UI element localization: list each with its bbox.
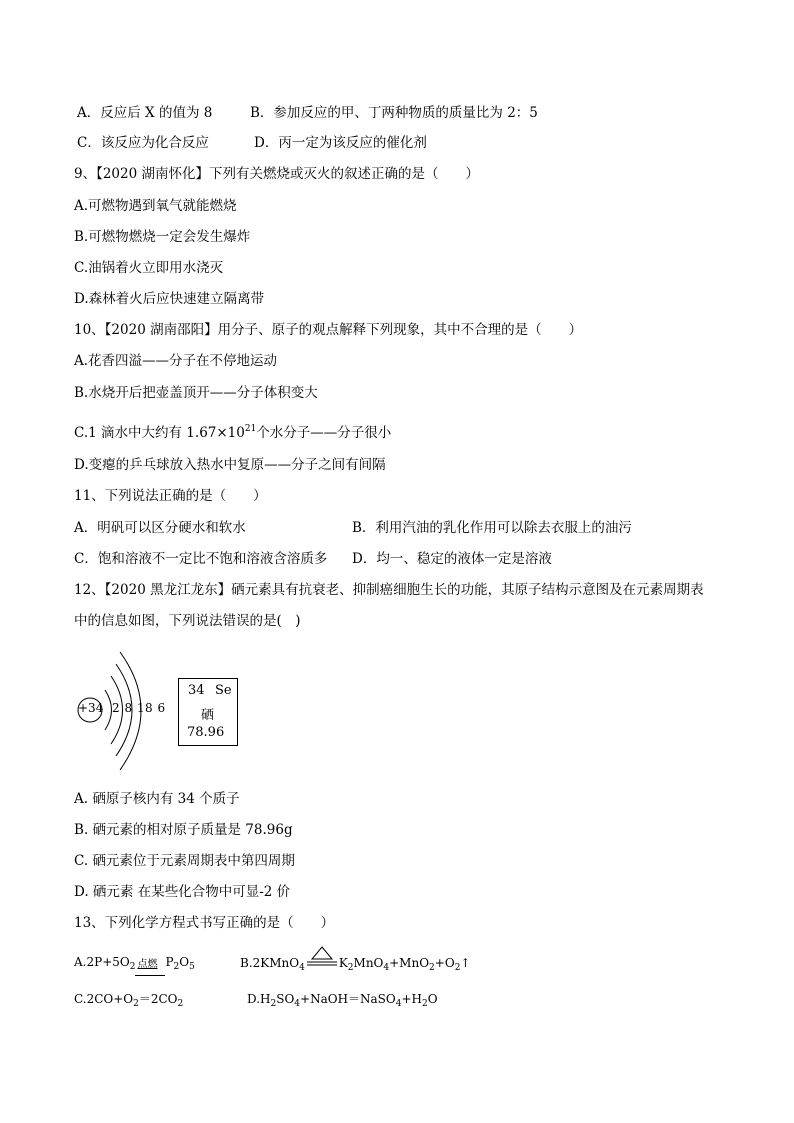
eq-d-h: D.H <box>247 992 271 1006</box>
q11-stem: 11、下列说法正确的是（ ） <box>74 488 267 504</box>
eq-d-plus-h: +H <box>401 992 423 1006</box>
eq-c-sub-o2: 2 <box>133 999 139 1009</box>
eq-a-reactants: A.2P+5O <box>74 955 130 969</box>
eq-a-line <box>135 975 165 976</box>
q10-option-c-post: 个水分子——分子很小 <box>256 425 392 441</box>
electron-shells-label: 2 8 18 6 <box>112 701 166 715</box>
eq-b-sub-mno4: 4 <box>383 963 390 973</box>
q12-option-a: A. 硒原子核内有 34 个质子 <box>74 791 240 807</box>
eq-a-sub-5: 5 <box>189 962 195 972</box>
q13-equation-d <box>247 990 438 1013</box>
eq-a-product: P <box>165 955 174 969</box>
element-name: 硒 <box>201 708 215 723</box>
q12-stem-line1: 12、【2020 黑龙江龙东】硒元素具有抗衰老、抑制癌细胞生长的功能，其原子结构示意图及在元素周期表 <box>74 582 704 598</box>
eq-b-sub-o2: 2 <box>454 963 461 973</box>
eq-b-o2: +O <box>434 956 455 970</box>
gas-arrow-icon: ↑ <box>460 956 471 970</box>
element-symbol: Se <box>215 683 232 698</box>
eq-b-sub-4: 4 <box>299 963 305 973</box>
q10-option-a: A.花香四溢——分子在不停地运动 <box>74 353 278 369</box>
q13-equation-c <box>74 990 183 1013</box>
eq-c-sub-co2: 2 <box>177 999 184 1009</box>
eq-b-heat-arrow <box>305 953 339 967</box>
q9-stem: 9、【2020 湖南怀化】下列有关燃烧或灭火的叙述正确的是（ ） <box>74 166 479 182</box>
q9-option-a: A.可燃物遇到氧气就能燃烧 <box>74 198 237 214</box>
q13-equation-b <box>240 953 470 977</box>
eq-d-naoh: +NaOH＝NaSO <box>300 992 396 1006</box>
eq-d-sub-so4: 4 <box>294 999 301 1009</box>
eq-a-sub-p: 2 <box>173 962 180 972</box>
eq-a-sub-2: 2 <box>129 962 136 972</box>
eq-d-sub-h2: 2 <box>270 999 277 1009</box>
eq-d-sub-h2o: 2 <box>422 999 428 1009</box>
eq-b-mno: MnO <box>353 956 384 970</box>
q8-option-d: D．丙一定为该反应的催化剂 <box>254 135 427 151</box>
q9-option-b: B.可燃物燃烧一定会发生爆炸 <box>74 229 251 245</box>
eq-d-o: O <box>427 992 438 1006</box>
q11-option-c: C．饱和溶液不一定比不饱和溶液含溶质多 <box>74 551 328 567</box>
eq-b-sub-k2: 2 <box>347 963 354 973</box>
q10-option-b: B.水烧开后把壶盖顶开——分子体积变大 <box>74 385 318 401</box>
eq-b-reactant: B.2KMnO <box>240 956 300 970</box>
shell-1-arc <box>105 690 112 730</box>
q11-option-b: B．利用汽油的乳化作用可以除去衣服上的油污 <box>352 520 632 536</box>
atomic-number: 34 <box>188 683 205 698</box>
q13-stem: 13、下列化学方程式书写正确的是（ ） <box>74 915 335 931</box>
q10-option-c <box>74 420 391 442</box>
q9-option-c: C.油锅着火立即用水浇灭 <box>74 260 224 276</box>
eq-b-mno2: +MnO <box>389 956 430 970</box>
q8-option-c: C．该反应为化合反应 <box>77 135 209 151</box>
q12-stem-line2: 中的信息如图，下列说法错误的是( ) <box>74 613 301 629</box>
q8-option-b: B．参加反应的甲、丁两种物质的质量比为 2：5 <box>250 105 538 121</box>
eq-a-condition: 点燃 <box>137 959 158 970</box>
q9-option-d: D.森林着火后应快速建立隔离带 <box>74 291 265 307</box>
q12-option-d: D. 硒元素 在某些化合物中可显-2 价 <box>74 884 291 900</box>
q10-option-c-pre: C.1 滴水中大约有 1.67×10 <box>74 425 245 441</box>
selenium-element-cell <box>178 678 238 746</box>
q13-equation-a <box>74 953 195 976</box>
q11-option-a: A．明矾可以区分硬水和软水 <box>74 520 246 536</box>
eq-d-sub-naso4: 4 <box>395 999 402 1009</box>
eq-c-product: ＝2CO <box>138 992 178 1006</box>
q12-option-c: C. 硒元素位于元素周期表中第四周期 <box>74 853 295 869</box>
q11-option-d: D．均一、稳定的液体一定是溶液 <box>352 551 552 567</box>
selenium-atom-diagram <box>72 648 172 778</box>
q10-option-d: D.变瘪的乒乓球放入热水中复原——分子之间有间隔 <box>74 457 386 473</box>
q8-option-a: A．反应后 X 的值为 8 <box>77 105 213 121</box>
eq-c-reactants: C.2CO+O <box>74 992 134 1006</box>
atomic-mass: 78.96 <box>187 725 225 740</box>
eq-b-sub-mno2: 2 <box>429 963 435 973</box>
q10-stem: 10、【2020 湖南邵阳】用分子、原子的观点解释下列现象，其中不合理的是（ ） <box>74 322 583 338</box>
eq-b-k: K <box>338 956 348 970</box>
nucleus-label: +34 <box>78 701 104 715</box>
eq-a-o: O <box>179 955 190 969</box>
q10-option-c-exponent: 21 <box>244 424 257 434</box>
q12-option-b: B. 硒元素的相对原子质量是 78.96g <box>74 822 293 838</box>
heat-triangle-icon <box>305 945 339 967</box>
eq-d-so: SO <box>276 992 295 1006</box>
